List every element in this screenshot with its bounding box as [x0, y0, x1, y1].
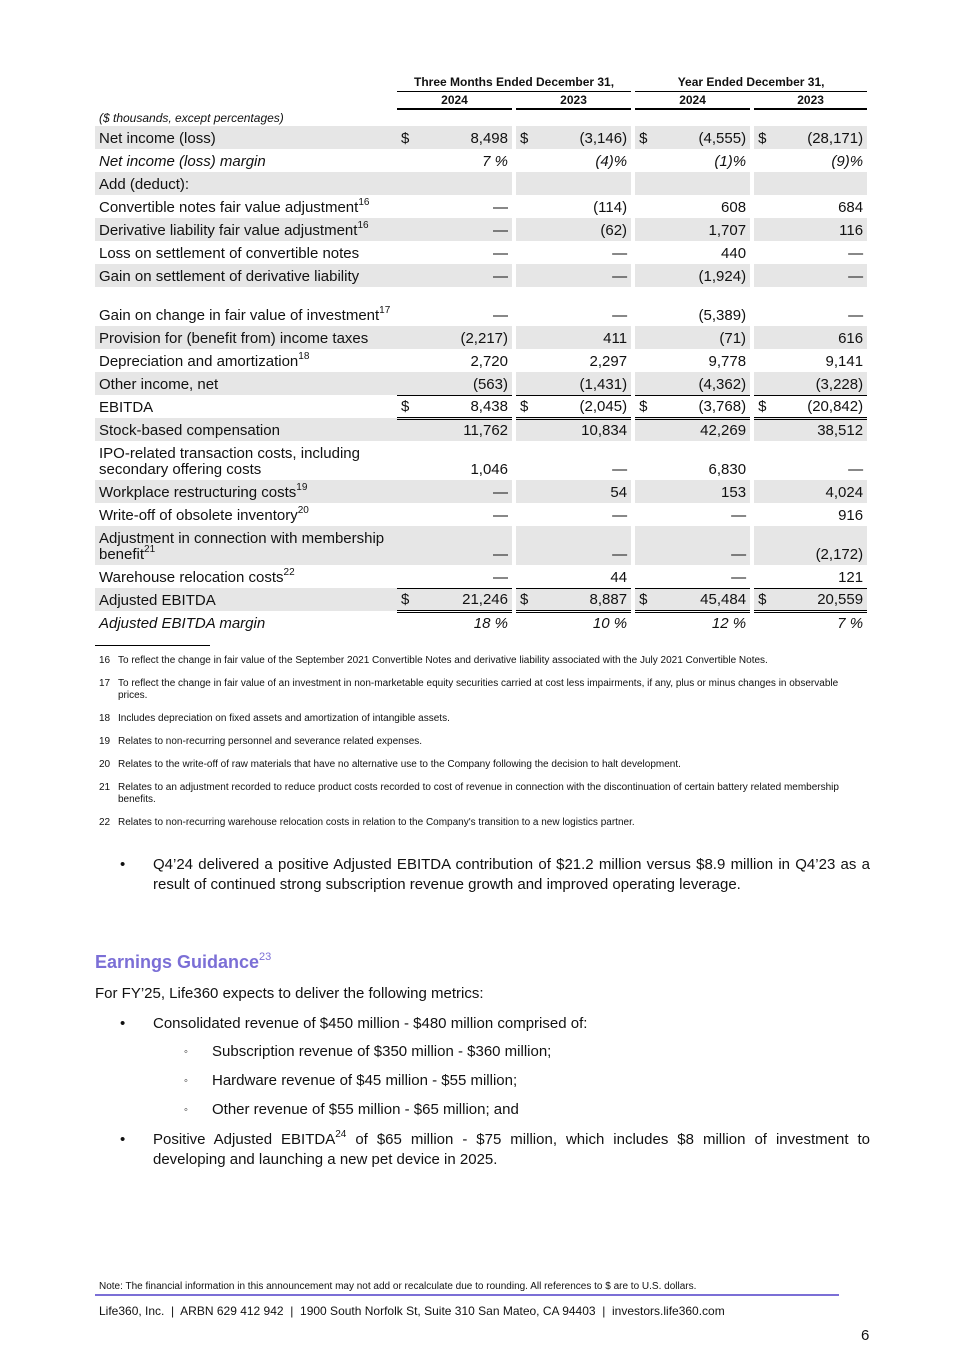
table-cell: —: [493, 307, 508, 324]
table-row: [95, 565, 867, 588]
currency-symbol: [397, 172, 419, 195]
table-year-header-row: [95, 91, 867, 109]
currency-symbol: $: [516, 588, 538, 611]
table-cell: [657, 172, 750, 195]
table-cell: (4,362): [657, 372, 750, 395]
table-cell: (5,389): [698, 307, 747, 324]
table-cell: 20,559: [776, 588, 867, 611]
currency-symbol: $: [516, 126, 538, 149]
currency-symbol: [516, 418, 538, 441]
table-cell: 9,778: [708, 353, 747, 370]
table-cell: —: [657, 526, 750, 565]
currency-symbol: [635, 264, 657, 287]
table-cell: —: [419, 218, 512, 241]
table-cell: —: [493, 199, 508, 216]
sub-item-text: Hardware revenue of $45 million - $55 million;: [212, 1072, 518, 1089]
footnote-text: Relates to non-recurring personnel and severance related expenses.: [118, 736, 423, 747]
year-header: 2024: [397, 91, 512, 109]
row-label: [95, 372, 397, 395]
table-cell: 153: [657, 480, 750, 503]
currency-symbol: $: [397, 126, 419, 149]
row-label: [95, 588, 397, 611]
table-cell: 411: [538, 326, 631, 349]
table-cell: —: [493, 245, 508, 262]
table-cell: —: [776, 264, 867, 287]
row-label-text: Other income, net: [99, 376, 219, 393]
row-label: [95, 395, 397, 418]
list-item: [184, 1072, 517, 1091]
table-cell: —: [419, 264, 512, 287]
page-number: 6: [861, 1327, 870, 1344]
table-cell: 7 %: [837, 615, 864, 632]
table-row: [95, 287, 867, 326]
table-cell: (563): [419, 372, 512, 395]
currency-symbol: [397, 372, 419, 395]
table-cell: —: [493, 568, 508, 586]
footnote-text: To reflect the change in fair value of the September 2021 Convertible Notes and derivative liability associated with the July 2021 Convertible Notes.: [118, 655, 768, 666]
table-cell: 440: [721, 245, 747, 262]
table-cell: (3,768): [657, 395, 750, 418]
table-cell: (62): [538, 218, 631, 241]
currency-symbol: [635, 526, 657, 565]
currency-symbol: [754, 218, 776, 241]
row-label: [95, 503, 397, 526]
footnote-ref: 19: [296, 482, 308, 493]
currency-symbol: [397, 287, 419, 326]
footnote-ref: 22: [283, 567, 295, 578]
row-label-text: Write-off of obsolete inventory: [99, 507, 298, 524]
currency-symbol: [397, 611, 419, 634]
currency-symbol: [516, 480, 538, 503]
currency-symbol: [397, 218, 419, 241]
table-cell: 8,438: [419, 395, 512, 418]
row-label: [95, 526, 397, 565]
row-label-text: Depreciation and amortization: [99, 353, 299, 370]
table-cell: (20,842): [776, 395, 867, 418]
circle-bullet-icon: ◦: [184, 1104, 188, 1116]
row-label-text: Stock-based compensation: [99, 422, 280, 439]
currency-symbol: [754, 526, 776, 565]
row-label-text: Net income (loss): [99, 130, 216, 147]
currency-symbol: [516, 172, 538, 195]
row-label-text: Adjusted EBITDA: [99, 592, 216, 609]
row-label-text: Net income (loss) margin: [99, 153, 266, 170]
currency-symbol: [754, 480, 776, 503]
table-row: [95, 149, 867, 172]
bullet-icon: •: [120, 856, 126, 873]
table-cell: (1,924): [657, 264, 750, 287]
footnote: [99, 655, 869, 667]
table-row: [95, 372, 867, 395]
table-cell: [776, 172, 867, 195]
year-header: 2023: [754, 91, 867, 109]
currency-symbol: [397, 195, 419, 218]
company-footer: Life360, Inc. | ARBN 629 412 942 | 1900 South Norfolk St, Suite 310 San Mateo, CA 94403 | investors.life360.com: [99, 1304, 725, 1318]
row-label-text: IPO-related transaction costs, including secondary offering costs: [99, 445, 360, 478]
currency-symbol: [635, 172, 657, 195]
table-cell: 7 %: [482, 153, 508, 170]
circle-bullet-icon: ◦: [184, 1075, 188, 1087]
row-label: [95, 349, 397, 372]
table-cell: —: [538, 526, 631, 565]
table-cell: (3,228): [776, 372, 867, 395]
table-cell: (28,171): [776, 126, 867, 149]
year-header: 2024: [635, 91, 750, 109]
table-cell: (9)%: [831, 153, 864, 170]
footnote-number: 20: [99, 759, 111, 770]
currency-symbol: [754, 241, 776, 264]
footnote-ref: 21: [144, 544, 156, 555]
row-label: [95, 480, 397, 503]
table-row: [95, 480, 867, 503]
circle-bullet-icon: ◦: [184, 1046, 188, 1058]
three-months-header: Three Months Ended December 31,: [397, 73, 631, 91]
footnote-text: To reflect the change in fair value of an investment in non-marketable equity securities carried at cost less impairments, if any, plus or minus changes in observable prices.: [118, 678, 839, 701]
currency-symbol: [635, 195, 657, 218]
table-cell: (71): [657, 326, 750, 349]
table-cell: 12 %: [711, 615, 747, 632]
table-cell: 8,498: [419, 126, 512, 149]
table-row: [95, 241, 867, 264]
table-row: [95, 503, 867, 526]
table-cell: —: [731, 507, 747, 524]
currency-symbol: [754, 326, 776, 349]
footnote-ref: 18: [298, 351, 310, 362]
footnote: [99, 759, 869, 771]
currency-symbol: [516, 195, 538, 218]
row-label-text: Provision for (benefit from) income taxes: [99, 330, 369, 347]
table-cell: —: [493, 507, 508, 524]
table-row: [95, 264, 867, 287]
footnote: [99, 736, 869, 748]
currency-symbol: [516, 372, 538, 395]
table-cell: (3,146): [538, 126, 631, 149]
currency-symbol: $: [397, 395, 419, 418]
table-cell: —: [612, 245, 628, 262]
year-ended-header: Year Ended December 31,: [635, 73, 867, 91]
currency-symbol: $: [754, 395, 776, 418]
table-cell: 38,512: [776, 418, 867, 441]
table-cell: 2,720: [470, 353, 508, 370]
currency-symbol: [754, 195, 776, 218]
table-cell: 2,297: [589, 353, 628, 370]
year-header: 2023: [516, 91, 631, 109]
footnote-ref: 17: [379, 305, 391, 316]
currency-symbol: [754, 565, 776, 588]
table-cell: —: [612, 461, 628, 478]
currency-symbol: [516, 503, 538, 526]
currency-symbol: [635, 565, 657, 588]
table-row: [95, 526, 867, 565]
row-label: [95, 611, 397, 634]
table-cell: —: [848, 461, 864, 478]
list-item: [120, 1130, 870, 1169]
table-cell: —: [731, 568, 747, 586]
table-row: [95, 588, 867, 611]
table-cell: 11,762: [419, 418, 512, 441]
footnote-ref: 20: [297, 505, 309, 516]
footnote-number: 22: [99, 817, 111, 828]
currency-symbol: $: [635, 588, 657, 611]
units-note-row: [95, 109, 867, 126]
footnote-number: 18: [99, 713, 111, 724]
table-cell: 608: [721, 199, 747, 216]
row-label-text: Gain on settlement of derivative liability: [99, 268, 360, 285]
currency-symbol: [635, 611, 657, 634]
sub-item-text: Subscription revenue of $350 million - $360 million;: [212, 1043, 552, 1060]
table-cell: —: [848, 307, 864, 324]
footnote: [99, 678, 869, 702]
currency-symbol: [516, 241, 538, 264]
currency-symbol: [754, 503, 776, 526]
table-row: [95, 441, 867, 480]
currency-symbol: [516, 611, 538, 634]
table-cell: 1,046: [470, 461, 508, 478]
row-label: [95, 441, 397, 480]
table-cell: (2,217): [419, 326, 512, 349]
table-row: [95, 326, 867, 349]
guidance-intro: For FY’25, Life360 expects to deliver the following metrics:: [95, 985, 484, 1002]
table-cell: [538, 172, 631, 195]
table-cell: 8,887: [538, 588, 631, 611]
table-cell: 54: [538, 480, 631, 503]
currency-symbol: [397, 441, 419, 480]
currency-symbol: [754, 149, 776, 172]
footnote: [99, 817, 869, 829]
footer-divider: [95, 1294, 839, 1296]
list-item: [184, 1043, 551, 1062]
table-cell: 116: [776, 218, 867, 241]
currency-symbol: [754, 349, 776, 372]
currency-symbol: [516, 149, 538, 172]
footnote-number: 21: [99, 782, 111, 793]
table-cell: 9,141: [825, 353, 864, 370]
currency-symbol: [397, 565, 419, 588]
table-group-header-row: [95, 73, 867, 91]
table-cell: 4,024: [776, 480, 867, 503]
guidance-ebitda-post: of $65 million - $75 million, which includes $8 million of investment to developing and launching a new pet device in 2025.: [153, 1131, 870, 1168]
table-row: [95, 395, 867, 418]
currency-symbol: [516, 441, 538, 480]
currency-symbol: [754, 418, 776, 441]
bullet-icon: •: [120, 1015, 126, 1032]
bullet-icon: •: [120, 1131, 126, 1148]
guidance-ebitda-pre: Positive Adjusted EBITDA: [153, 1131, 336, 1148]
guidance-revenue-text: Consolidated revenue of $450 million - $480 million comprised of:: [153, 1015, 588, 1032]
currency-symbol: [635, 480, 657, 503]
table-cell: (1)%: [714, 153, 747, 170]
currency-symbol: [635, 418, 657, 441]
row-label: [95, 241, 397, 264]
currency-symbol: $: [754, 588, 776, 611]
table-cell: 916: [838, 507, 864, 524]
currency-symbol: [635, 503, 657, 526]
footnote-text: Relates to an adjustment recorded to reduce product costs recorded to cost of revenue in connection with the discontinuation of certain battery related membership benefits.: [118, 782, 839, 805]
currency-symbol: [635, 441, 657, 480]
table-cell: —: [848, 245, 864, 262]
currency-symbol: [397, 326, 419, 349]
footnote-number: 17: [99, 678, 111, 689]
table-row: [95, 126, 867, 149]
currency-symbol: [397, 480, 419, 503]
row-label: [95, 126, 397, 149]
table-row: [95, 172, 867, 195]
table-cell: 684: [838, 199, 864, 216]
row-label-text: Adjusted EBITDA margin: [99, 615, 266, 632]
row-label-text: Adjustment in connection with membership benefit: [99, 530, 385, 563]
row-label: [95, 287, 397, 326]
currency-symbol: [635, 287, 657, 326]
section-title: [95, 952, 271, 973]
table-cell: (4,555): [657, 126, 750, 149]
currency-symbol: [516, 264, 538, 287]
units-note: ($ thousands, except percentages): [99, 111, 284, 125]
currency-symbol: [754, 441, 776, 480]
row-label: [95, 218, 397, 241]
row-label: [95, 326, 397, 349]
currency-symbol: [635, 241, 657, 264]
table-row: [95, 195, 867, 218]
currency-symbol: [397, 241, 419, 264]
currency-symbol: [754, 172, 776, 195]
currency-symbol: [516, 565, 538, 588]
footnote-ref: 24: [335, 1129, 347, 1140]
currency-symbol: $: [516, 395, 538, 418]
table-row: [95, 418, 867, 441]
currency-symbol: $: [635, 126, 657, 149]
row-label-text: EBITDA: [99, 399, 154, 416]
row-label: [95, 195, 397, 218]
currency-symbol: [516, 349, 538, 372]
ebitda-reconciliation-table: [95, 73, 867, 634]
currency-symbol: [635, 372, 657, 395]
currency-symbol: [516, 218, 538, 241]
currency-symbol: [754, 287, 776, 326]
list-item: [184, 1101, 519, 1120]
currency-symbol: [397, 264, 419, 287]
table-cell: [419, 172, 512, 195]
row-label-text: Warehouse relocation costs: [99, 569, 284, 586]
row-label: [95, 264, 397, 287]
footnote-text: Includes depreciation on fixed assets and amortization of intangible assets.: [118, 713, 450, 724]
table-cell: —: [612, 507, 628, 524]
currency-symbol: $: [397, 588, 419, 611]
currency-symbol: [516, 526, 538, 565]
table-cell: (2,045): [538, 395, 631, 418]
section-title-footnote-ref: 23: [259, 951, 272, 963]
footnote-divider: [95, 645, 210, 646]
table-cell: 18 %: [473, 615, 508, 632]
table-cell: 6,830: [708, 461, 747, 478]
table-cell: 121: [838, 568, 864, 586]
footnote-text: Relates to non-recurring warehouse relocation costs in relation to the Company's transition to a new logistics partner.: [118, 817, 635, 828]
table-cell: (4)%: [595, 153, 628, 170]
row-label-text: Derivative liability fair value adjustment: [99, 222, 358, 239]
list-item: [120, 1014, 870, 1034]
row-label: [95, 149, 397, 172]
currency-symbol: [635, 149, 657, 172]
currency-symbol: [635, 349, 657, 372]
row-label-text: Gain on change in fair value of investment: [99, 307, 380, 324]
footnote: [99, 782, 869, 806]
row-label-text: Convertible notes fair value adjustment: [99, 199, 359, 216]
table-cell: 44: [610, 568, 628, 586]
footnote-number: 19: [99, 736, 111, 747]
row-label: [95, 172, 397, 195]
currency-symbol: [397, 418, 419, 441]
table-cell: 45,484: [657, 588, 750, 611]
sub-item-text: Other revenue of $55 million - $65 million; and: [212, 1101, 519, 1118]
table-cell: 616: [776, 326, 867, 349]
footnote-ref: 16: [358, 197, 370, 208]
table-cell: —: [612, 307, 628, 324]
section-title-text: Earnings Guidance: [95, 952, 260, 972]
currency-symbol: [635, 218, 657, 241]
currency-symbol: [516, 287, 538, 326]
rounding-note: Note: The financial information in this announcement may not add or recalculate due to rounding. All references to $ are to U.S. dollars.: [99, 1281, 697, 1292]
footnote: [99, 713, 869, 725]
currency-symbol: [397, 503, 419, 526]
table-row: [95, 349, 867, 372]
footnote-number: 16: [99, 655, 111, 666]
footnotes: [99, 655, 869, 840]
table-row: [95, 218, 867, 241]
currency-symbol: [754, 372, 776, 395]
currency-symbol: [754, 264, 776, 287]
table-cell: (114): [593, 199, 628, 216]
guidance-ebitda-text: [153, 1130, 870, 1169]
currency-symbol: $: [754, 126, 776, 149]
table-cell: 21,246: [419, 588, 512, 611]
table-cell: —: [419, 480, 512, 503]
row-label: [95, 565, 397, 588]
currency-symbol: [516, 326, 538, 349]
row-label-text: Add (deduct):: [99, 176, 190, 193]
table-cell: —: [419, 526, 512, 565]
table-cell: —: [538, 264, 631, 287]
currency-symbol: [397, 349, 419, 372]
row-label-text: Workplace restructuring costs: [99, 484, 297, 501]
table-cell: (2,172): [776, 526, 867, 565]
list-item: [120, 855, 870, 894]
highlight-text: Q4’24 delivered a positive Adjusted EBITDA contribution of $21.2 million versus $8.9 million in Q4’23 as a result of continued strong subscription revenue growth and improved operating leverage.: [153, 856, 870, 893]
footnote-ref: 16: [357, 220, 369, 231]
row-label-text: Loss on settlement of convertible notes: [99, 245, 360, 262]
currency-symbol: [635, 326, 657, 349]
table-row: [95, 611, 867, 634]
row-label: [95, 418, 397, 441]
currency-symbol: [754, 611, 776, 634]
currency-symbol: $: [635, 395, 657, 418]
table-cell: 10,834: [538, 418, 631, 441]
highlight-bullets: [120, 855, 870, 894]
table-cell: (1,431): [538, 372, 631, 395]
currency-symbol: [397, 149, 419, 172]
footnote-text: Relates to the write-off of raw materials that have no alternative use to the Company following the decision to halt development.: [118, 759, 681, 770]
table-cell: 42,269: [657, 418, 750, 441]
table-cell: 1,707: [657, 218, 750, 241]
currency-symbol: [397, 526, 419, 565]
table-cell: 10 %: [592, 615, 628, 632]
